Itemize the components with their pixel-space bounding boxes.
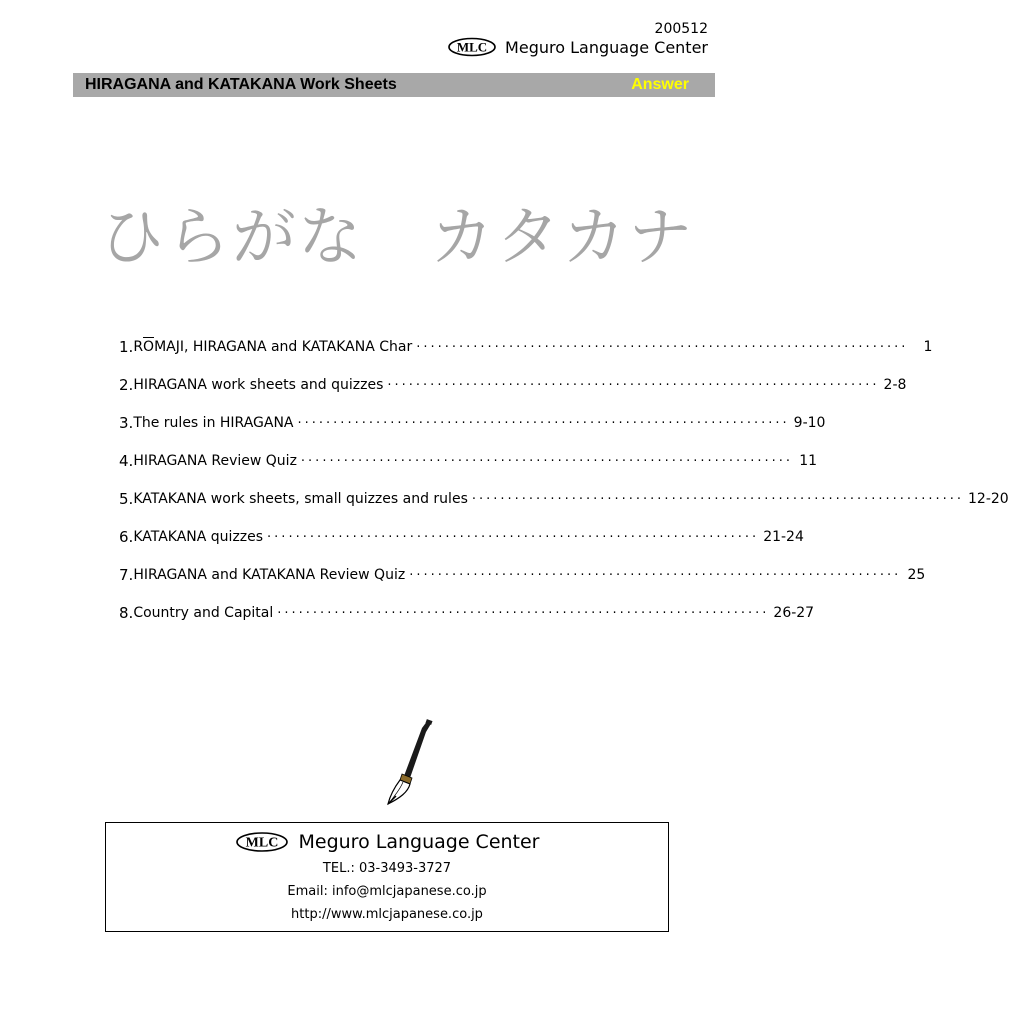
toc-title: KATAKANA work sheets, small quizzes and rules: [133, 491, 468, 507]
contact-name: Meguro Language Center: [298, 831, 540, 853]
toc-row: [119, 518, 804, 556]
mlc-logo-icon: [447, 37, 497, 57]
toc-page: 26-27: [773, 605, 815, 621]
contact-email[interactable]: Email: info@mlcjapanese.co.jp: [287, 884, 487, 899]
toc-number: 8.: [119, 604, 134, 622]
contact-box: [105, 822, 669, 932]
toc-leader: ·····································································: [387, 377, 880, 393]
toc-row: [119, 442, 818, 480]
toc-page: 9-10: [793, 415, 826, 431]
svg-text:MLC: MLC: [456, 39, 488, 55]
mlc-logo-icon: [235, 831, 289, 853]
toc-title: KATAKANA quizzes: [133, 529, 264, 545]
toc-leader: ·····································································: [409, 567, 902, 583]
toc-row: [119, 480, 1009, 518]
toc-title: The rules in HIRAGANA: [133, 415, 294, 431]
toc-leader: ·····································································: [300, 453, 794, 469]
document-code: 200512: [654, 21, 708, 37]
contact-tel: TEL.: 03-3493-3727: [322, 861, 452, 876]
toc-number: 5.: [119, 490, 134, 508]
toc-page: 25: [907, 567, 926, 583]
toc-number: 3.: [119, 414, 134, 432]
toc-page: 11: [799, 453, 818, 469]
toc-leader: ·····································································: [277, 605, 770, 621]
toc-number: 4.: [119, 452, 134, 470]
toc-leader: ·····································································: [297, 415, 790, 431]
toc-number: 1.: [119, 338, 134, 356]
toc-title: HIRAGANA work sheets and quizzes: [133, 377, 384, 393]
toc-title: HIRAGANA and KATAKANA Review Quiz: [133, 567, 406, 583]
page-title: ひらがな カタカナ: [100, 201, 694, 275]
toc-page: 2-8: [883, 377, 907, 393]
contact-header: [106, 831, 668, 853]
center-name: Meguro Language Center: [505, 37, 708, 57]
answer-label: Answer: [631, 76, 689, 93]
header-center: [447, 37, 708, 57]
toc-number: 2.: [119, 376, 134, 394]
banner-title: HIRAGANA and KATAKANA Work Sheets: [85, 76, 397, 93]
calligraphy-brush-icon: [380, 718, 440, 812]
toc-page: 1: [923, 339, 933, 355]
toc-row: [119, 594, 815, 632]
contact-url[interactable]: http://www.mlcjapanese.co.jp: [291, 907, 483, 922]
svg-text:MLC: MLC: [245, 835, 278, 851]
toc-row: [119, 366, 907, 404]
toc-number: 6.: [119, 528, 134, 546]
toc-title: ROMAJI, HIRAGANA and KATAKANA Char: [133, 339, 413, 355]
toc-row: [119, 404, 826, 442]
toc-row: [119, 556, 926, 594]
toc-leader: ·····································································: [471, 491, 964, 507]
toc-number: 7.: [119, 566, 134, 584]
toc-title: Country and Capital: [133, 605, 274, 621]
table-of-contents: [119, 328, 1009, 632]
toc-leader: ·····································································: [416, 339, 909, 355]
title-banner: [73, 73, 715, 97]
toc-page: 21-24: [763, 529, 804, 545]
toc-leader: ·····································································: [267, 529, 760, 545]
toc-page: 12-20: [968, 491, 1009, 507]
toc-row: [119, 328, 933, 366]
toc-title: HIRAGANA Review Quiz: [133, 453, 297, 469]
